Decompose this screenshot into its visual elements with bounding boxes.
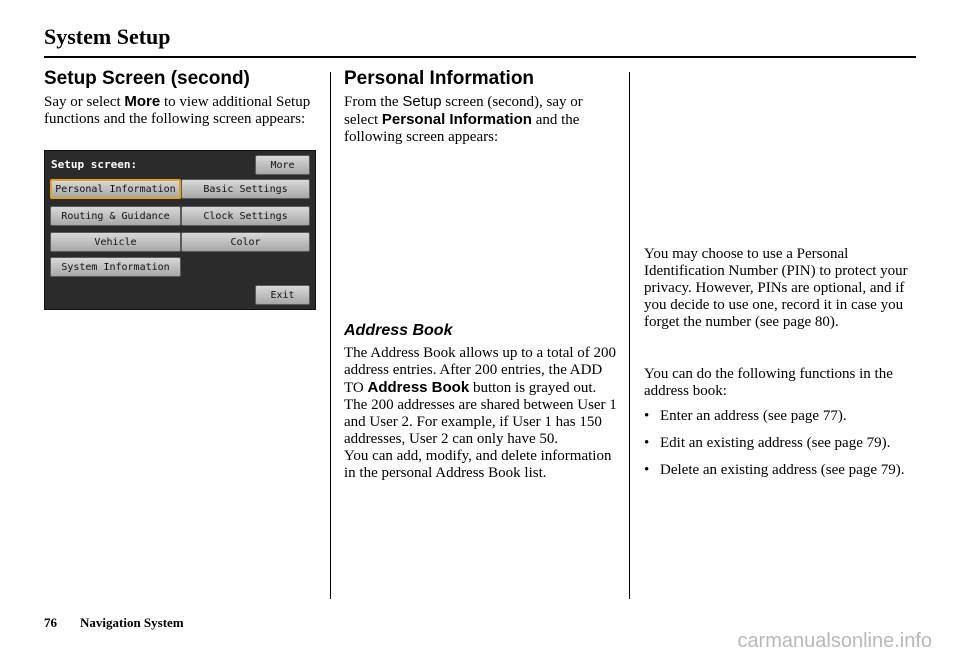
list-item: • Edit an existing address (see page 79). [644, 435, 914, 452]
functions-intro: You can do the following functions in the address book: [644, 366, 893, 399]
clock-settings-button[interactable]: Clock Settings [181, 206, 310, 226]
more-button[interactable]: More [255, 155, 310, 175]
basic-settings-button[interactable]: Basic Settings [181, 179, 310, 199]
column-divider-right [629, 72, 630, 599]
intro-more-keyword: More [124, 93, 161, 110]
watermark: carmanualsonline.info [737, 630, 932, 652]
system-information-button[interactable]: System Information [50, 257, 181, 277]
column-divider-left [330, 72, 331, 599]
setup-screen-second-heading: Setup Screen (second) [44, 68, 250, 89]
address-book-heading: Address Book [344, 322, 453, 339]
color-button[interactable]: Color [181, 232, 310, 252]
footer-page-number: 76 [44, 615, 57, 630]
footer-label: Navigation System [80, 615, 184, 630]
addr-p2: You can add, modify, and delete information in the personal Address Book list. [344, 448, 612, 481]
setup-screen-intro [44, 93, 314, 128]
setup-screen-title: Setup screen: [51, 158, 138, 171]
setup-screen-image [44, 150, 316, 310]
personal-information-heading: Personal Information [344, 68, 535, 89]
pi-intro-mid: screen (second), say or select [344, 94, 583, 128]
routing-guidance-button[interactable]: Routing & Guidance [50, 206, 181, 226]
exit-button[interactable]: Exit [255, 285, 310, 305]
header-rule [44, 56, 916, 58]
personal-information-button[interactable]: Personal Information [50, 179, 181, 199]
intro-text-post: to view additional Setup functions and the following screen appears: [44, 94, 311, 127]
list-item: • Delete an existing address (see page 79). [644, 462, 914, 479]
pi-intro-bold-keyword: Personal Information [381, 111, 532, 128]
pi-intro-post: and the following screen appears: [344, 112, 580, 145]
pin-paragraph: You may choose to use a Personal Identification Number (PIN) to protect your privacy. However, PINs are optional, and if you decide to use one, record it in case you forget the number (see page 80). [644, 246, 908, 330]
addr-p1-bold-keyword: Address Book [367, 379, 470, 396]
list-item: • Enter an address (see page 77). [644, 408, 914, 425]
addr-p1-post: button is grayed out. The 200 addresses are shared between User 1 and User 2. For example, if User 1 has 150 addresses, User 2 can only have 50. [344, 380, 617, 447]
page-header-title: System Setup [44, 24, 171, 49]
pi-intro-setup-keyword: Setup [402, 93, 442, 110]
address-book-text [344, 345, 618, 482]
personal-information-intro [344, 93, 618, 146]
pi-intro-pre: From the [344, 94, 403, 110]
vehicle-button[interactable]: Vehicle [50, 232, 181, 252]
intro-text-pre: Say or select [44, 94, 125, 110]
addr-p1-pre: The Address Book allows up to a total of 200 address entries. After 200 entries, the ADD TO [344, 345, 617, 396]
functions-list [644, 408, 914, 489]
